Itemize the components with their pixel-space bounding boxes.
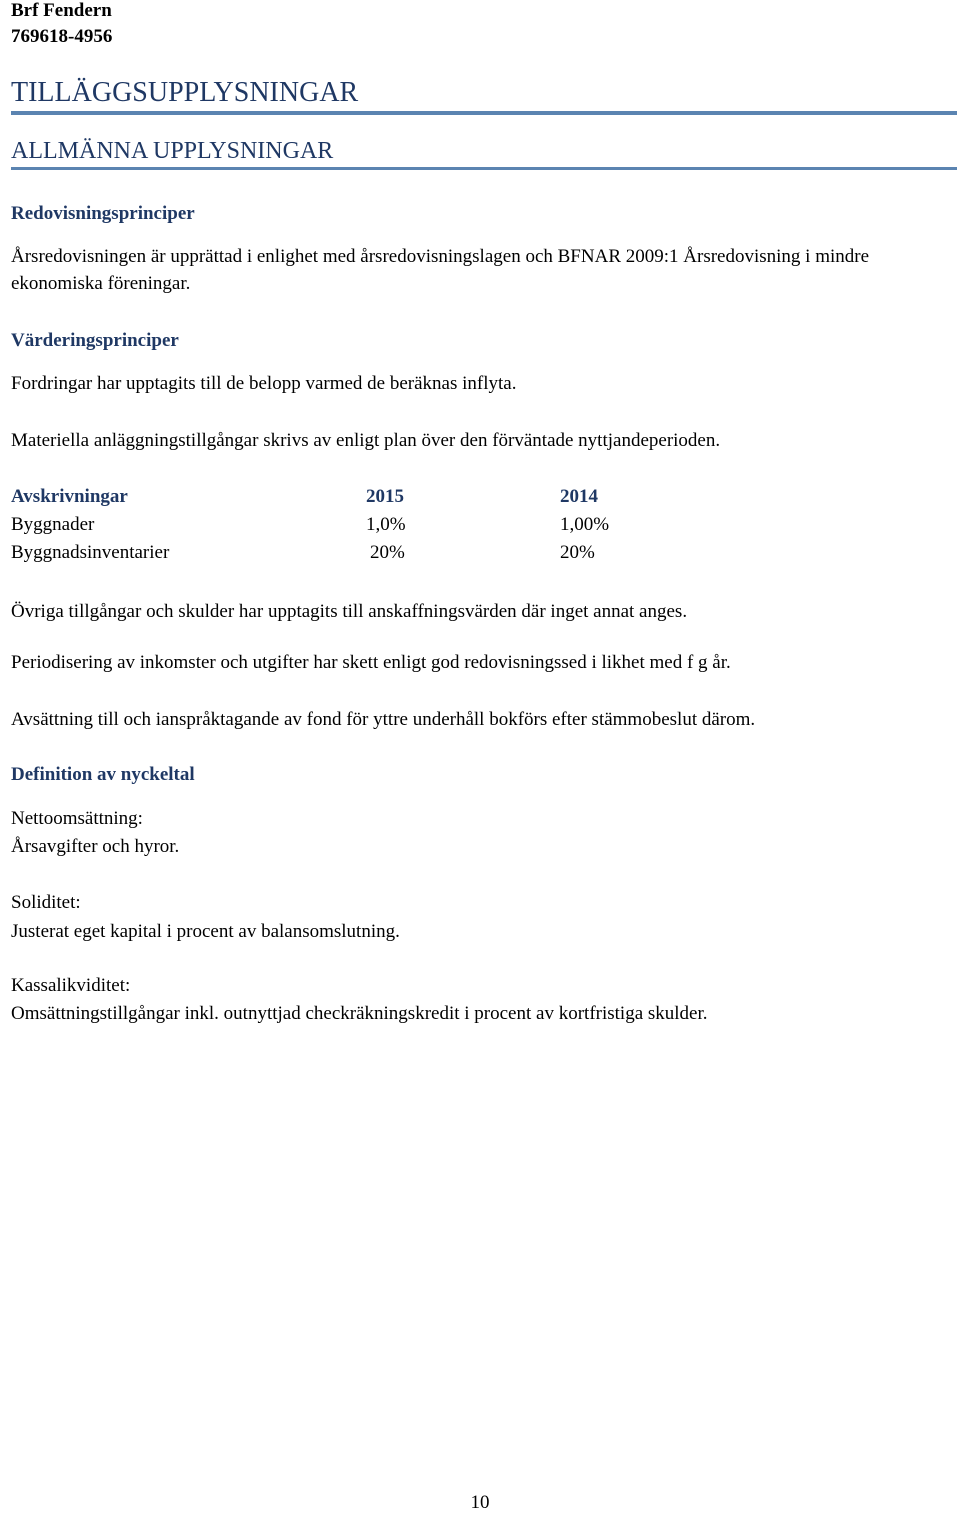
section-title: ALLMÄNNA UPPLYSNINGAR <box>11 138 334 164</box>
year-2014-header: 2014 <box>560 486 598 507</box>
heading-varderingsprinciper: Värderingsprinciper <box>11 330 179 351</box>
avskrivningar-label: Avskrivningar <box>11 486 128 507</box>
ovriga-paragraph-1: Övriga tillgångar och skulder har upptagits till anskaffningsvärden där inget annat anges. <box>11 601 688 622</box>
row-value-2015: 20% <box>370 542 405 563</box>
nyckeltal-definition: Årsavgifter och hyror. <box>11 836 180 857</box>
title-divider <box>11 111 957 115</box>
org-name: Brf Fendern <box>11 0 112 21</box>
vardering-paragraph-1: Fordringar har upptagits till de belopp varmed de beräknas inflyta. <box>11 373 517 394</box>
redovisning-text: Årsredovisningen är upprättad i enlighet med årsredovisningslagen och BFNAR 2009:1 Årsredovisning i mindre ekonomiska föreningar. <box>11 246 870 294</box>
table-row <box>11 513 951 537</box>
ovriga-paragraph-2: Periodisering av inkomster och utgifter har skett enligt god redovisningssed i likhet med f g år. <box>11 652 731 673</box>
nyckeltal-term: Soliditet: <box>11 892 81 913</box>
org-number: 769618-4956 <box>11 26 113 47</box>
row-value-2014: 20% <box>560 542 595 563</box>
section-divider <box>11 167 957 170</box>
row-value-2014: 1,00% <box>560 514 610 535</box>
heading-redovisningsprinciper: Redovisningsprinciper <box>11 203 195 224</box>
nyckeltal-definition: Justerat eget kapital i procent av balansomslutning. <box>11 921 400 942</box>
avskrivningar-header-row <box>11 485 951 509</box>
year-2015-header: 2015 <box>366 486 404 507</box>
vardering-paragraph-2: Materiella anläggningstillgångar skrivs av enligt plan över den förväntade nyttjandeperioden. <box>11 430 721 451</box>
nyckeltal-definition: Omsättningstillgångar inkl. outnyttjad checkräkningskredit i procent av kortfristiga skulder. <box>11 1003 708 1024</box>
nyckeltal-term: Nettoomsättning: <box>11 808 143 829</box>
page-number: 10 <box>470 1492 490 1513</box>
heading-nyckeltal: Definition av nyckeltal <box>11 764 195 785</box>
row-label: Byggnadsinventarier <box>11 542 170 563</box>
nyckeltal-term: Kassalikviditet: <box>11 975 131 996</box>
page-title: TILLÄGGSUPPLYSNINGAR <box>11 77 359 108</box>
row-label: Byggnader <box>11 514 95 535</box>
ovriga-paragraph-3: Avsättning till och ianspråktagande av fond för yttre underhåll bokförs efter stämmobeslut därom. <box>11 709 756 730</box>
row-value-2015: 1,0% <box>366 514 406 535</box>
table-row <box>11 541 951 565</box>
